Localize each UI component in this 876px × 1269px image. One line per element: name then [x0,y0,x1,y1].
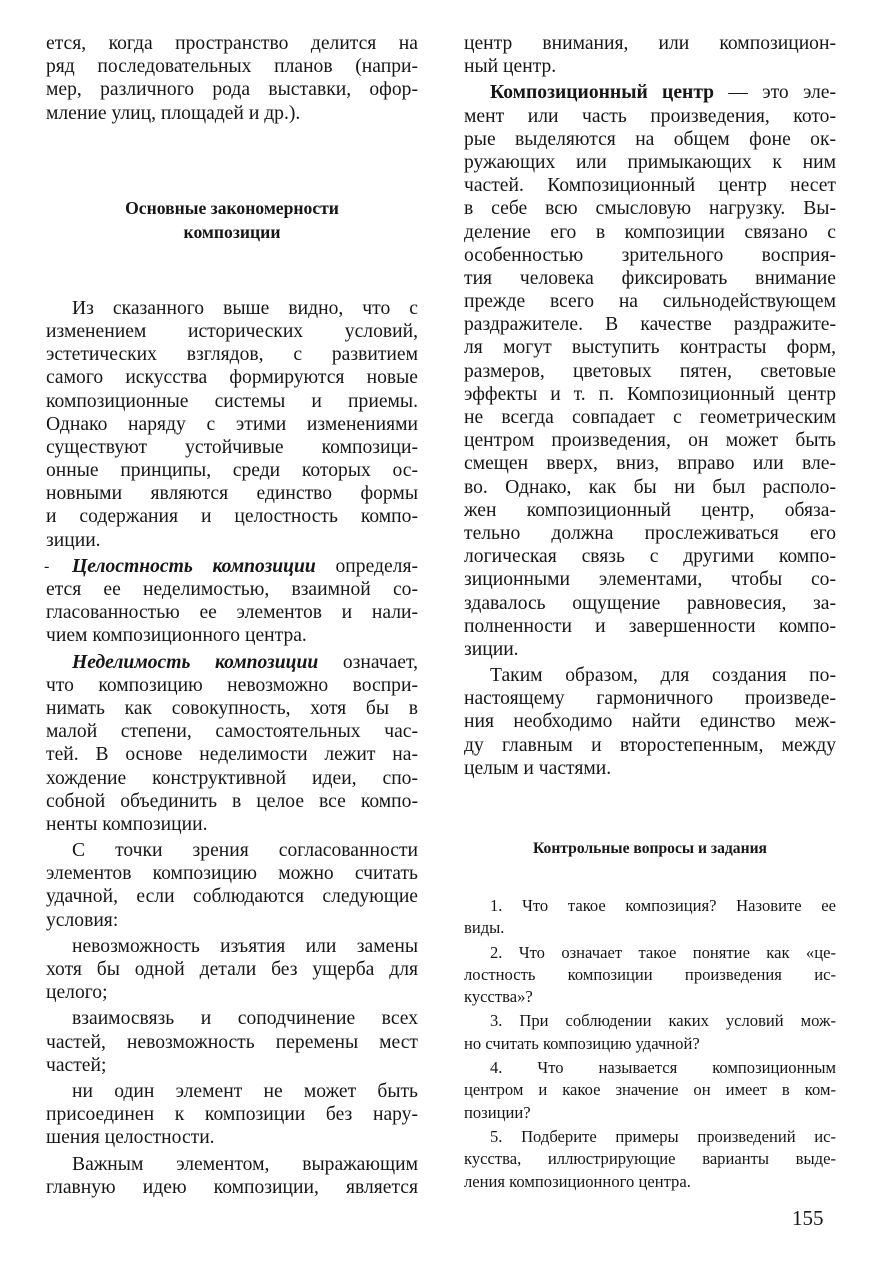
text-line: самого искусства формируются новые [46,367,418,389]
text-line: ненты композиции. [46,813,208,835]
question-line: позиции? [464,1102,531,1122]
question-line: 5. Подберите примеры произведений ис- [490,1126,836,1146]
paragraph [46,297,418,552]
text-line: целым и частями. [464,757,612,779]
text-line: целого; [46,982,108,1004]
text-line: Важным элементом, выражающим [72,1153,418,1175]
text-line: что композицию невозможно воспри- [46,674,418,696]
paragraph [46,1153,418,1199]
text-line: собной объединить в целое все компо- [46,790,418,812]
text-line: ный центр. [464,56,557,78]
term: Неделимость композиции [72,651,319,673]
questions-list [464,895,836,1193]
question-line: 1. Что такое композиция? Назовите ее [490,896,836,915]
text-line: хотя бы одной детали без ущерба для [46,959,418,980]
text-line: в себе всю смысловую нагрузку. Вы- [464,198,836,220]
text-line: рые выделяются на общем фоне ок- [464,128,836,150]
text-line: существуют устойчивые композици- [46,436,418,458]
text-line: не всегда совпадает с геометрическим [464,407,836,428]
text-line: смещен вверх, вниз, вправо или вле- [464,453,836,475]
question-line: но считать композицию удачной? [464,1033,700,1053]
question-line: 3. При соблюдении каких условий мож- [490,1011,836,1031]
text-line: шения целостности. [46,1127,215,1149]
paragraph [46,555,418,648]
question-item [464,1057,836,1124]
question-item [464,895,836,940]
term: Целостность композиции [72,555,316,577]
text-line: логическая связь с другими компо- [464,546,836,568]
paragraph [46,935,418,1005]
text-line: эффекты и т. п. Композиционный центр [464,383,836,405]
text-line: зиционными элементами, чтобы со- [464,569,836,591]
text-line [46,651,418,674]
question-line: лостность композиции произведения ис- [464,964,836,984]
text-line: ряд последовательных планов (напри- [46,56,418,78]
question-line: виды. [464,918,505,938]
question-item [464,942,836,1009]
text-line: настоящему гармоничного произведе- [464,688,836,710]
intro-paragraph [46,32,418,125]
text-line: ется ее неделимостью, взаимной со- [46,579,418,600]
paragraph [46,651,418,837]
text-line: деление его в композиции связано с [464,221,836,243]
text-line: условия: [46,909,119,931]
text-line: присоединен к композиции без нару- [46,1104,418,1126]
text-line: частей, невозможность перемены мест [46,1031,418,1053]
text-line: мер, различного рода выставки, офор- [46,79,418,101]
text-fragment: определя- [315,555,418,577]
text-line: особенностью зрительного восприя- [464,244,836,266]
text-line: элементов композицию можно считать [46,863,418,885]
text-line: композиционные системы и приемы. [46,390,418,412]
text-line: тей. В основе неделимости лежит на- [46,744,418,766]
text-line: и содержания и целостность компо- [46,506,418,528]
questions-heading-text: Контрольные вопросы и задания [533,840,767,857]
section-heading-line: композиции [183,221,281,242]
text-line: гласованностью ее элементов и нали- [46,602,418,624]
text-line: полненности и завершенности компо- [464,615,836,637]
text-line: частей; [46,1054,107,1076]
text-line: Из сказанного выше видно, что с [72,297,418,319]
text-line: эстетических взглядов, с развитием [46,344,418,366]
paragraph [46,1007,418,1077]
question-item [464,1010,836,1055]
page-number: 155 [792,1206,824,1230]
paragraph [464,32,836,78]
text-line: ля могут выступить контрасты форм, [464,337,836,359]
paragraph [46,839,418,932]
text-line: Таким образом, для создания по- [490,665,836,687]
margin-mark: - [44,557,50,575]
text-line: тия человека фиксировать внимание [464,267,836,289]
term: Композиционный центр [490,82,715,104]
text-line: нимать как совокупность, хотя бы в [46,697,418,719]
text-line: мление улиц, площадей и др.). [46,102,301,124]
question-line: кусства»? [464,987,533,1007]
left-column [46,32,418,1199]
paragraph [46,1080,418,1150]
text-line: здавалось ощущение равновесия, за- [464,592,836,614]
right-column [464,32,836,1193]
text-line: раздражителе. В качестве раздражите- [464,314,836,336]
text-line: хождение конструктивной идеи, спо- [46,767,418,789]
text-line: ется, когда пространство делится на [46,33,418,54]
text-line: С точки зрения согласованности [72,840,418,862]
questions-heading [464,837,836,861]
text-line: тельно должна прослеживаться его [464,522,836,544]
text-line: ружающих или примыкающих к ним [464,151,836,173]
text-line: центром произведения, он может быть [464,430,836,452]
text-line: прежде всего на сильнодействующем [464,291,836,313]
text-line: мент или часть произведения, кото- [464,105,836,127]
text-line: новными являются единство формы [46,483,418,505]
question-line: кусства, иллюстрирующие варианты выде- [464,1149,836,1169]
text-line: онные принципы, среди которых ос- [46,460,418,482]
text-line: зиции. [46,529,101,551]
text-line: жен композиционный центр, обяза- [464,499,836,521]
text-line [464,81,836,104]
text-line: изменением исторических условий, [46,320,418,342]
text-fragment: означает, [318,651,418,673]
text-line: центр внимания, или композицион- [464,33,836,54]
question-line: центром и какое значение он имеет в ком- [464,1080,836,1100]
section-heading-line: Основные закономерности [125,197,339,218]
paragraph [464,664,836,780]
text-line: малой степени, самостоятельных час- [46,721,418,743]
text-line: чием композиционного центра. [46,625,307,647]
question-item [464,1126,836,1193]
section-heading [46,196,418,244]
text-fragment: — это эле- [714,82,837,104]
question-line: 2. Что означает такое понятие как «це- [490,942,836,962]
text-line: размеров, цветовых пятен, световые [464,360,836,382]
text-line [46,555,418,578]
question-line: ления композиционного центра. [464,1171,691,1191]
text-line: ду главным и второстепенным, между [464,734,836,756]
text-line: невозможность изъятия или замены [72,935,418,957]
text-line: взаимосвязь и соподчинение всех [72,1008,418,1030]
text-line: зиции. [464,638,519,660]
text-line: Однако наряду с этими изменениями [46,413,418,435]
question-line: 4. Что называется композиционным [490,1058,836,1078]
text-line: главную идею композиции, является [46,1176,418,1198]
paragraph [464,81,836,661]
text-line: во. Однако, как бы ни был располо- [464,476,836,498]
text-line: ни один элемент не может быть [72,1080,418,1102]
text-line: ния необходимо найти единство меж- [464,711,836,733]
text-line: частей. Композиционный центр несет [464,175,836,197]
text-line: удачной, если соблюдаются следующие [46,886,418,908]
